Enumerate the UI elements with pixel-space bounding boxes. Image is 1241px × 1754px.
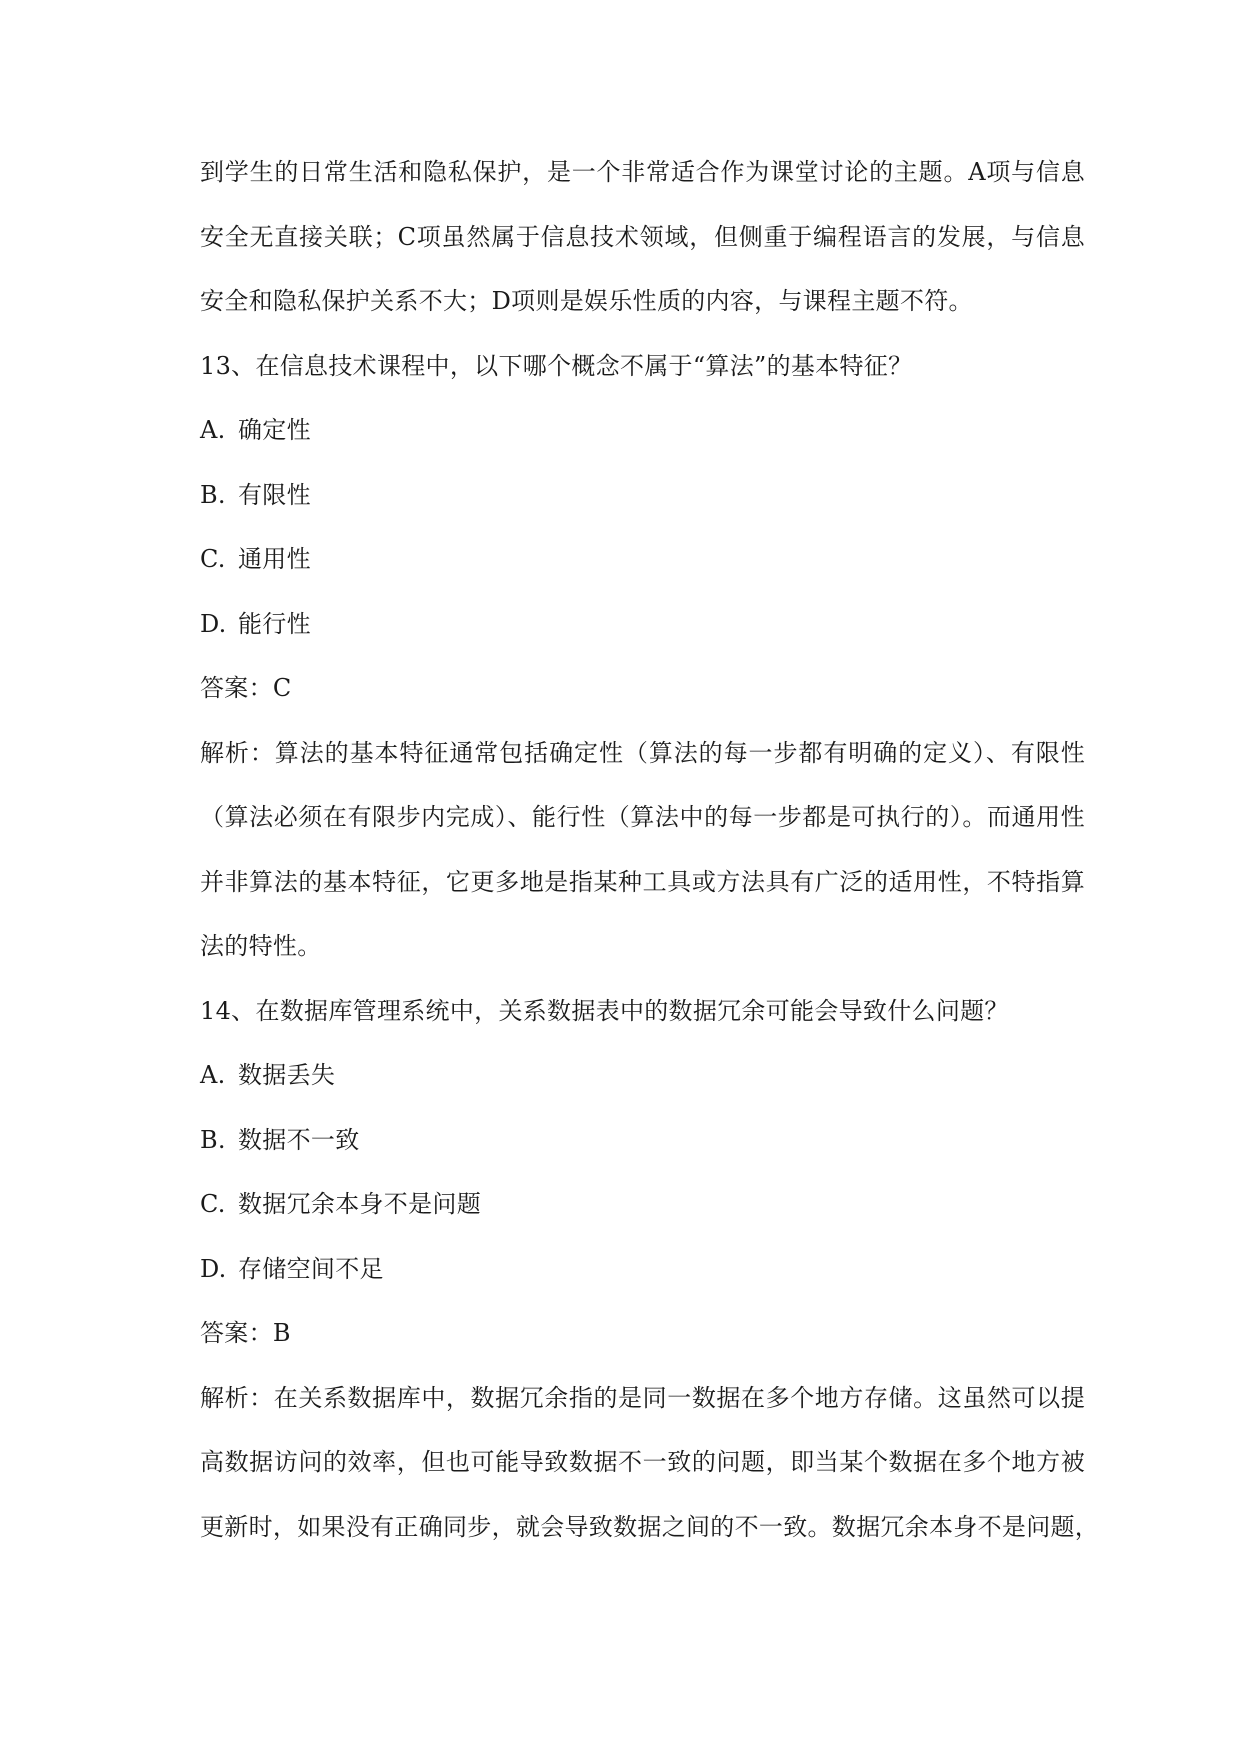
paragraph-line: 安全和隐私保护关系不大；D项则是娱乐性质的内容，与课程主题不符。 <box>200 287 973 315</box>
question-13 <box>200 334 1085 979</box>
option-text: 数据不一致 <box>238 1125 360 1154</box>
option-d <box>200 592 1085 657</box>
option-letter: A. <box>200 1061 226 1089</box>
question-text: 14、在数据库管理系统中，关系数据表中的数据冗余可能会导致什么问题？ <box>200 996 1009 1025</box>
option-letter: A. <box>200 416 226 444</box>
answer-line: 答案：B <box>200 1319 291 1347</box>
analysis-line: 更新时，如果没有正确同步，就会导致数据之间的不一致。数据冗余本身不是问题， <box>200 1512 1100 1541</box>
option-letter: B. <box>200 1125 226 1154</box>
analysis-line: 高数据访问的效率，但也可能导致数据不一致的问题，即当某个数据在多个地方被 <box>200 1448 1085 1476</box>
option-c <box>200 527 1085 592</box>
question-text: 13、在信息技术课程中，以下哪个概念不属于“算法”的基本特征？ <box>200 351 913 380</box>
analysis <box>200 1366 1100 1560</box>
analysis-line: 解析：算法的基本特征通常包括确定性（算法的每一步都有明确的定义）、有限性 <box>200 738 1085 767</box>
analysis-line: （算法必须在有限步内完成）、能行性（算法中的每一步都是可执行的）。而通用性 <box>200 803 1085 831</box>
option-letter: D. <box>200 609 227 638</box>
analysis-line: 法的特性。 <box>200 932 322 960</box>
document-page <box>200 140 1100 1559</box>
previous-analysis-continuation <box>200 140 1085 334</box>
option-text: 数据丢失 <box>238 1061 336 1089</box>
option-letter: C. <box>200 545 226 573</box>
paragraph-line: 到学生的日常生活和隐私保护，是一个非常适合作为课堂讨论的主题。A项与信息 <box>200 158 1085 186</box>
option-text: 有限性 <box>238 480 311 509</box>
option-d <box>200 1237 1085 1302</box>
option-text: 能行性 <box>238 609 311 638</box>
option-letter: C. <box>200 1190 226 1218</box>
option-c <box>200 1172 1085 1237</box>
option-letter: D. <box>200 1254 227 1283</box>
option-b <box>200 463 1085 528</box>
paragraph-line: 安全无直接关联；C项虽然属于信息技术领域，但侧重于编程语言的发展，与信息 <box>200 222 1085 251</box>
analysis <box>200 721 1085 979</box>
option-text: 数据冗余本身不是问题 <box>238 1190 481 1218</box>
option-b <box>200 1108 1085 1173</box>
question-14 <box>200 979 1100 1560</box>
option-letter: B. <box>200 480 226 509</box>
option-text: 确定性 <box>238 416 311 444</box>
answer-line: 答案：C <box>200 674 292 702</box>
option-text: 通用性 <box>238 545 311 573</box>
analysis-line: 解析：在关系数据库中，数据冗余指的是同一数据在多个地方存储。这虽然可以提 <box>200 1383 1085 1412</box>
option-text: 存储空间不足 <box>238 1254 384 1283</box>
option-a <box>200 1043 1085 1108</box>
analysis-line: 并非算法的基本特征，它更多地是指某种工具或方法具有广泛的适用性，不特指算 <box>200 867 1085 896</box>
option-a <box>200 398 1085 463</box>
